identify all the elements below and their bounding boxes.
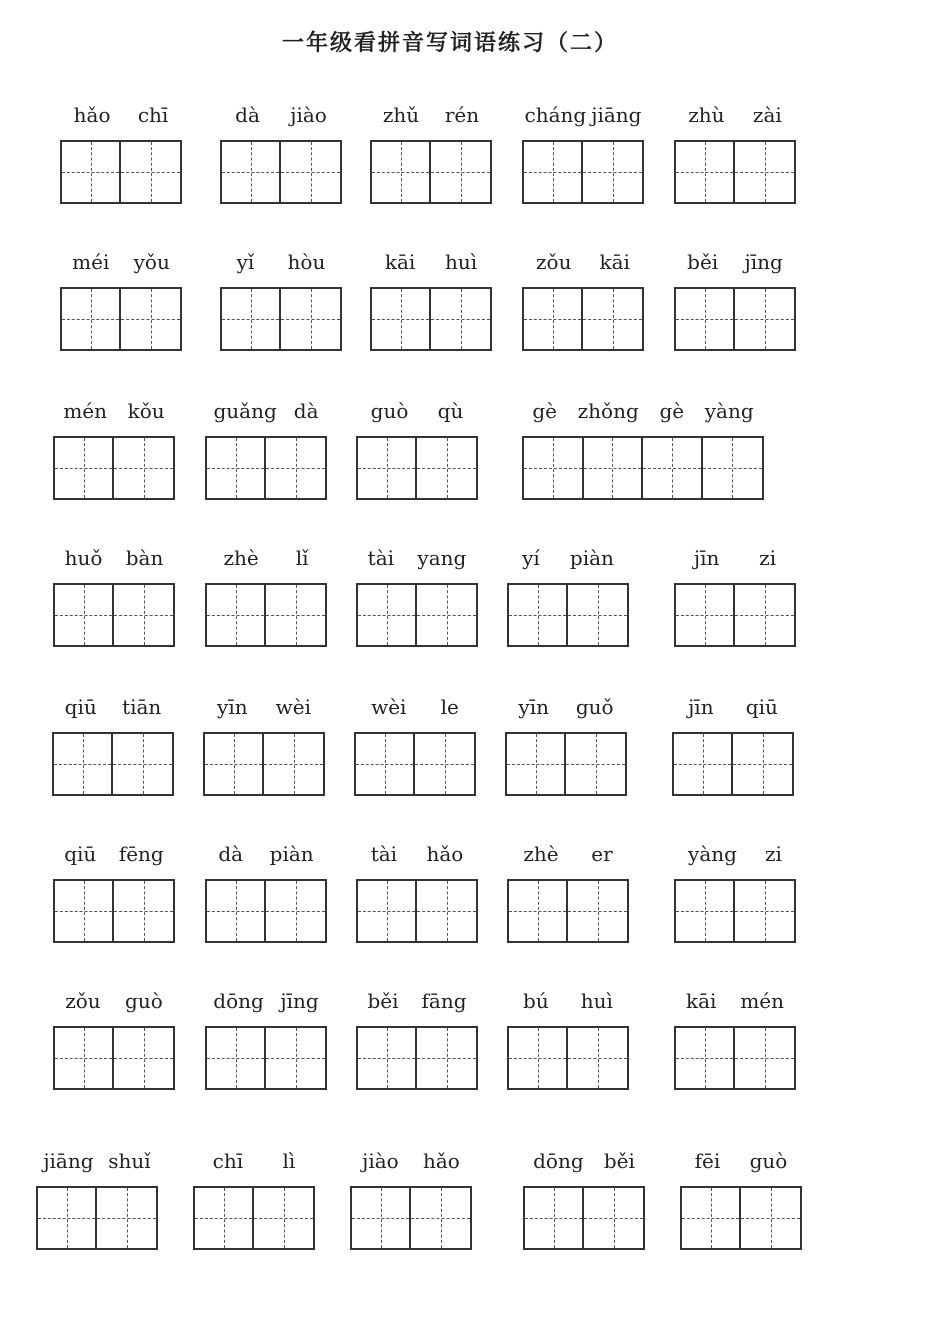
pinyin-label xyxy=(205,396,327,426)
pinyin-syllable: chī xyxy=(137,103,169,127)
tian-grid-boxes xyxy=(356,436,478,500)
pinyin-syllable: jīng xyxy=(280,989,319,1013)
tian-grid-boxes xyxy=(354,732,476,796)
writing-cell[interactable] xyxy=(584,1188,643,1248)
word-item xyxy=(674,839,796,945)
tian-grid-boxes xyxy=(356,879,478,943)
writing-cell[interactable] xyxy=(222,142,281,202)
writing-cell[interactable] xyxy=(525,1188,584,1248)
writing-cell[interactable] xyxy=(121,289,180,349)
pinyin-syllable: běi xyxy=(367,989,399,1013)
pinyin-syllable: hǎo xyxy=(422,1149,460,1173)
writing-cell[interactable] xyxy=(264,734,323,794)
writing-cell[interactable] xyxy=(358,881,417,941)
tian-grid-boxes xyxy=(674,140,796,204)
pinyin-syllable: qiū xyxy=(745,695,778,719)
tian-grid-boxes xyxy=(674,287,796,351)
writing-cell[interactable] xyxy=(266,438,325,498)
pinyin-syllable: tài xyxy=(367,546,395,570)
writing-cell[interactable] xyxy=(741,1188,800,1248)
pinyin-syllable: lì xyxy=(282,1149,296,1173)
tian-grid-boxes xyxy=(356,583,478,647)
word-item xyxy=(203,692,325,798)
pinyin-syllable: chī xyxy=(212,1149,244,1173)
word-item xyxy=(370,100,492,206)
tian-grid-boxes xyxy=(205,436,327,500)
pinyin-label xyxy=(674,986,796,1016)
tian-grid-boxes xyxy=(203,732,325,796)
pinyin-label xyxy=(193,1146,315,1176)
pinyin-syllable: yīn xyxy=(217,695,248,719)
pinyin-label xyxy=(370,247,492,277)
writing-cell[interactable] xyxy=(207,585,266,645)
pinyin-syllable: zhè xyxy=(523,842,559,866)
word-item xyxy=(354,692,476,798)
writing-cell[interactable] xyxy=(568,881,627,941)
pinyin-syllable: běi xyxy=(603,1149,635,1173)
pinyin-syllable: dōng xyxy=(533,1149,584,1173)
pinyin-syllable: yàng xyxy=(688,842,737,866)
tian-grid-boxes xyxy=(60,140,182,204)
pinyin-label xyxy=(356,839,478,869)
pinyin-syllable: qù xyxy=(437,399,464,423)
writing-cell[interactable] xyxy=(54,734,113,794)
pinyin-syllable: zhǒng xyxy=(577,399,639,423)
writing-cell[interactable] xyxy=(411,1188,470,1248)
tian-grid-boxes xyxy=(36,1186,158,1250)
pinyin-syllable: fāng xyxy=(421,989,467,1013)
word-item xyxy=(522,100,644,206)
word-item xyxy=(53,986,175,1092)
pinyin-syllable: zhè xyxy=(223,546,259,570)
writing-cell[interactable] xyxy=(266,881,325,941)
pinyin-syllable: piàn xyxy=(269,842,314,866)
pinyin-syllable: jīng xyxy=(744,250,783,274)
writing-cell[interactable] xyxy=(358,438,417,498)
pinyin-label xyxy=(523,1146,645,1176)
pinyin-syllable: guò xyxy=(370,399,409,423)
pinyin-syllable: tài xyxy=(370,842,398,866)
word-item xyxy=(193,1146,315,1252)
word-item xyxy=(205,839,327,945)
writing-cell[interactable] xyxy=(254,1188,313,1248)
pinyin-syllable: yàng xyxy=(704,399,754,423)
pinyin-syllable: jiāng xyxy=(591,103,642,127)
pinyin-syllable: hǎo xyxy=(73,103,111,127)
word-item xyxy=(53,396,175,502)
pinyin-syllable: jīn xyxy=(693,546,720,570)
writing-cell[interactable] xyxy=(584,438,644,498)
writing-cell[interactable] xyxy=(62,289,121,349)
word-item xyxy=(220,247,342,353)
pinyin-syllable: yīn xyxy=(518,695,549,719)
writing-cell[interactable] xyxy=(417,438,476,498)
pinyin-label xyxy=(53,543,175,573)
writing-cell[interactable] xyxy=(281,142,340,202)
writing-cell[interactable] xyxy=(281,289,340,349)
writing-cell[interactable] xyxy=(114,585,173,645)
pinyin-syllable: cháng xyxy=(524,103,587,127)
writing-cell[interactable] xyxy=(676,585,735,645)
pinyin-label xyxy=(220,100,342,130)
writing-cell[interactable] xyxy=(524,289,583,349)
tian-grid-boxes xyxy=(370,287,492,351)
tian-grid-boxes xyxy=(220,140,342,204)
pinyin-label xyxy=(356,396,478,426)
pinyin-syllable: hǎo xyxy=(426,842,464,866)
word-item xyxy=(36,1146,158,1252)
word-item xyxy=(522,396,764,502)
writing-cell[interactable] xyxy=(417,1028,476,1088)
tian-grid-boxes xyxy=(507,879,629,943)
pinyin-label xyxy=(505,692,627,722)
tian-grid-boxes xyxy=(205,583,327,647)
writing-cell[interactable] xyxy=(207,1028,266,1088)
pinyin-label xyxy=(370,100,492,130)
pinyin-label xyxy=(674,247,796,277)
tian-grid-boxes xyxy=(505,732,627,796)
pinyin-syllable: kǒu xyxy=(127,399,165,423)
writing-cell[interactable] xyxy=(568,1028,627,1088)
writing-cell[interactable] xyxy=(207,881,266,941)
writing-cell[interactable] xyxy=(207,438,266,498)
tian-grid-boxes xyxy=(522,287,644,351)
pinyin-syllable: wèi xyxy=(275,695,311,719)
tian-grid-boxes xyxy=(53,1026,175,1090)
pinyin-label xyxy=(674,543,796,573)
word-item xyxy=(505,692,627,798)
writing-cell[interactable] xyxy=(97,1188,156,1248)
word-item xyxy=(356,986,478,1092)
pinyin-syllable: jiào xyxy=(362,1149,399,1173)
pinyin-syllable: hòu xyxy=(287,250,326,274)
writing-cell[interactable] xyxy=(735,142,794,202)
pinyin-label xyxy=(680,1146,802,1176)
writing-cell[interactable] xyxy=(509,881,568,941)
pinyin-label xyxy=(53,396,175,426)
pinyin-label xyxy=(53,986,175,1016)
word-item xyxy=(674,247,796,353)
writing-cell[interactable] xyxy=(674,734,733,794)
pinyin-syllable: zhù xyxy=(688,103,725,127)
word-item xyxy=(674,543,796,649)
pinyin-syllable: zi xyxy=(765,842,782,866)
pinyin-syllable: huì xyxy=(444,250,478,274)
pinyin-syllable: fēng xyxy=(118,842,164,866)
pinyin-syllable: er xyxy=(591,842,613,866)
pinyin-syllable: zǒu xyxy=(65,989,101,1013)
tian-grid-boxes xyxy=(205,1026,327,1090)
writing-cell[interactable] xyxy=(55,585,114,645)
pinyin-syllable: piàn xyxy=(569,546,614,570)
pinyin-syllable: méi xyxy=(72,250,110,274)
tian-grid-boxes xyxy=(350,1186,472,1250)
word-item xyxy=(507,839,629,945)
word-item xyxy=(53,839,175,945)
tian-grid-boxes xyxy=(53,583,175,647)
writing-cell[interactable] xyxy=(205,734,264,794)
pinyin-syllable: huǒ xyxy=(64,546,103,570)
word-item xyxy=(674,986,796,1092)
tian-grid-boxes xyxy=(370,140,492,204)
pinyin-label xyxy=(220,247,342,277)
pinyin-label xyxy=(53,839,175,869)
page-title: 一年级看拼音写词语练习（二） xyxy=(281,31,618,56)
pinyin-label xyxy=(354,692,476,722)
pinyin-label xyxy=(52,692,174,722)
pinyin-syllable: kāi xyxy=(384,250,416,274)
writing-cell[interactable] xyxy=(643,438,703,498)
pinyin-label xyxy=(350,1146,472,1176)
pinyin-label xyxy=(507,839,629,869)
writing-cell[interactable] xyxy=(566,734,625,794)
pinyin-syllable: jiào xyxy=(290,103,327,127)
word-item xyxy=(674,100,796,206)
pinyin-syllable: zhǔ xyxy=(382,103,420,127)
writing-cell[interactable] xyxy=(676,142,735,202)
writing-cell[interactable] xyxy=(509,585,568,645)
pinyin-syllable: fēi xyxy=(694,1149,721,1173)
writing-cell[interactable] xyxy=(358,585,417,645)
writing-cell[interactable] xyxy=(676,1028,735,1088)
tian-grid-boxes xyxy=(205,879,327,943)
word-item xyxy=(220,100,342,206)
writing-cell[interactable] xyxy=(676,881,735,941)
word-item xyxy=(350,1146,472,1252)
pinyin-syllable: zài xyxy=(752,103,782,127)
writing-cell[interactable] xyxy=(431,142,490,202)
pinyin-syllable: guǎng xyxy=(213,399,277,423)
writing-cell[interactable] xyxy=(62,142,121,202)
pinyin-label xyxy=(522,247,644,277)
pinyin-syllable: yǐ xyxy=(236,250,255,274)
word-item xyxy=(205,396,327,502)
tian-grid-boxes xyxy=(52,732,174,796)
pinyin-syllable: dà xyxy=(218,842,244,866)
writing-cell[interactable] xyxy=(507,734,566,794)
pinyin-syllable: mén xyxy=(63,399,107,423)
writing-cell[interactable] xyxy=(431,289,490,349)
pinyin-label xyxy=(60,247,182,277)
tian-grid-boxes xyxy=(356,1026,478,1090)
word-item xyxy=(60,100,182,206)
pinyin-syllable: bú xyxy=(523,989,549,1013)
pinyin-label xyxy=(674,839,796,869)
tian-grid-boxes xyxy=(53,436,175,500)
word-item xyxy=(53,543,175,649)
tian-grid-boxes xyxy=(674,583,796,647)
word-item xyxy=(205,986,327,1092)
tian-grid-boxes xyxy=(60,287,182,351)
word-item xyxy=(672,692,794,798)
writing-cell[interactable] xyxy=(352,1188,411,1248)
tian-grid-boxes xyxy=(523,1186,645,1250)
pinyin-syllable: dà xyxy=(293,399,319,423)
pinyin-syllable: rén xyxy=(444,103,480,127)
pinyin-syllable: kāi xyxy=(685,989,717,1013)
writing-cell[interactable] xyxy=(568,585,627,645)
word-item xyxy=(205,543,327,649)
pinyin-syllable: zǒu xyxy=(536,250,572,274)
pinyin-label xyxy=(672,692,794,722)
tian-grid-boxes xyxy=(53,879,175,943)
pinyin-label xyxy=(205,986,327,1016)
pinyin-syllable: guǒ xyxy=(575,695,614,719)
pinyin-syllable: wèi xyxy=(371,695,407,719)
writing-cell[interactable] xyxy=(415,734,474,794)
writing-cell[interactable] xyxy=(358,1028,417,1088)
pinyin-label xyxy=(674,100,796,130)
pinyin-syllable: tiān xyxy=(122,695,162,719)
pinyin-label xyxy=(522,100,644,130)
pinyin-label xyxy=(356,986,478,1016)
pinyin-syllable: zi xyxy=(759,546,777,570)
pinyin-label xyxy=(203,692,325,722)
word-item xyxy=(507,543,629,649)
writing-cell[interactable] xyxy=(266,1028,325,1088)
writing-cell[interactable] xyxy=(356,734,415,794)
tian-grid-boxes xyxy=(522,436,764,500)
writing-cell[interactable] xyxy=(703,438,762,498)
pinyin-label xyxy=(205,543,327,573)
tian-grid-boxes xyxy=(507,1026,629,1090)
writing-cell[interactable] xyxy=(114,438,173,498)
writing-cell[interactable] xyxy=(676,289,735,349)
word-item xyxy=(523,1146,645,1252)
writing-cell[interactable] xyxy=(372,289,431,349)
pinyin-label xyxy=(522,396,764,426)
pinyin-label xyxy=(507,986,629,1016)
pinyin-label xyxy=(507,543,629,573)
writing-cell[interactable] xyxy=(735,585,794,645)
word-item xyxy=(60,247,182,353)
writing-cell[interactable] xyxy=(114,1028,173,1088)
tian-grid-boxes xyxy=(680,1186,802,1250)
pinyin-syllable: bàn xyxy=(125,546,164,570)
word-item xyxy=(356,839,478,945)
word-item xyxy=(370,247,492,353)
tian-grid-boxes xyxy=(220,287,342,351)
writing-cell[interactable] xyxy=(114,881,173,941)
pinyin-syllable: běi xyxy=(687,250,719,274)
pinyin-syllable: guò xyxy=(125,989,163,1013)
pinyin-syllable: lǐ xyxy=(295,546,309,570)
writing-cell[interactable] xyxy=(195,1188,254,1248)
writing-cell[interactable] xyxy=(121,142,180,202)
writing-cell[interactable] xyxy=(735,881,794,941)
word-item xyxy=(356,396,478,502)
pinyin-syllable: gè xyxy=(532,399,557,423)
writing-cell[interactable] xyxy=(38,1188,97,1248)
writing-cell[interactable] xyxy=(733,734,792,794)
pinyin-label xyxy=(205,839,327,869)
pinyin-syllable: qiū xyxy=(64,695,97,719)
pinyin-syllable: le xyxy=(440,695,459,719)
pinyin-syllable: jīn xyxy=(688,695,714,719)
writing-cell[interactable] xyxy=(266,585,325,645)
pinyin-syllable: dà xyxy=(235,103,260,127)
writing-cell[interactable] xyxy=(55,1028,114,1088)
writing-cell[interactable] xyxy=(417,585,476,645)
word-item xyxy=(356,543,478,649)
pinyin-syllable: qiū xyxy=(64,842,97,866)
pinyin-syllable: kāi xyxy=(599,250,630,274)
pinyin-syllable: yí xyxy=(522,546,540,570)
pinyin-syllable: huì xyxy=(580,989,613,1013)
writing-cell[interactable] xyxy=(222,289,281,349)
writing-cell[interactable] xyxy=(113,734,172,794)
writing-cell[interactable] xyxy=(55,881,114,941)
pinyin-syllable: mén xyxy=(740,989,785,1013)
word-item xyxy=(507,986,629,1092)
tian-grid-boxes xyxy=(672,732,794,796)
pinyin-label xyxy=(356,543,478,573)
pinyin-syllable: guò xyxy=(749,1149,788,1173)
pinyin-label xyxy=(36,1146,158,1176)
writing-cell[interactable] xyxy=(583,142,642,202)
pinyin-label xyxy=(60,100,182,130)
tian-grid-boxes xyxy=(674,879,796,943)
pinyin-syllable: yǒu xyxy=(133,250,170,274)
tian-grid-boxes xyxy=(193,1186,315,1250)
writing-cell[interactable] xyxy=(682,1188,741,1248)
tian-grid-boxes xyxy=(507,583,629,647)
writing-cell[interactable] xyxy=(524,438,584,498)
word-item xyxy=(522,247,644,353)
word-item xyxy=(680,1146,802,1252)
writing-cell[interactable] xyxy=(735,289,794,349)
writing-cell[interactable] xyxy=(735,1028,794,1088)
writing-cell[interactable] xyxy=(417,881,476,941)
tian-grid-boxes xyxy=(522,140,644,204)
pinyin-syllable: gè xyxy=(659,399,685,423)
pinyin-syllable: dōng xyxy=(213,989,264,1013)
writing-cell[interactable] xyxy=(524,142,583,202)
tian-grid-boxes xyxy=(674,1026,796,1090)
writing-cell[interactable] xyxy=(372,142,431,202)
writing-cell[interactable] xyxy=(509,1028,568,1088)
pinyin-syllable: yang xyxy=(417,546,467,570)
pinyin-syllable: shuǐ xyxy=(108,1149,151,1173)
word-item xyxy=(52,692,174,798)
writing-cell[interactable] xyxy=(55,438,114,498)
writing-cell[interactable] xyxy=(583,289,642,349)
pinyin-syllable: jiāng xyxy=(43,1149,94,1173)
